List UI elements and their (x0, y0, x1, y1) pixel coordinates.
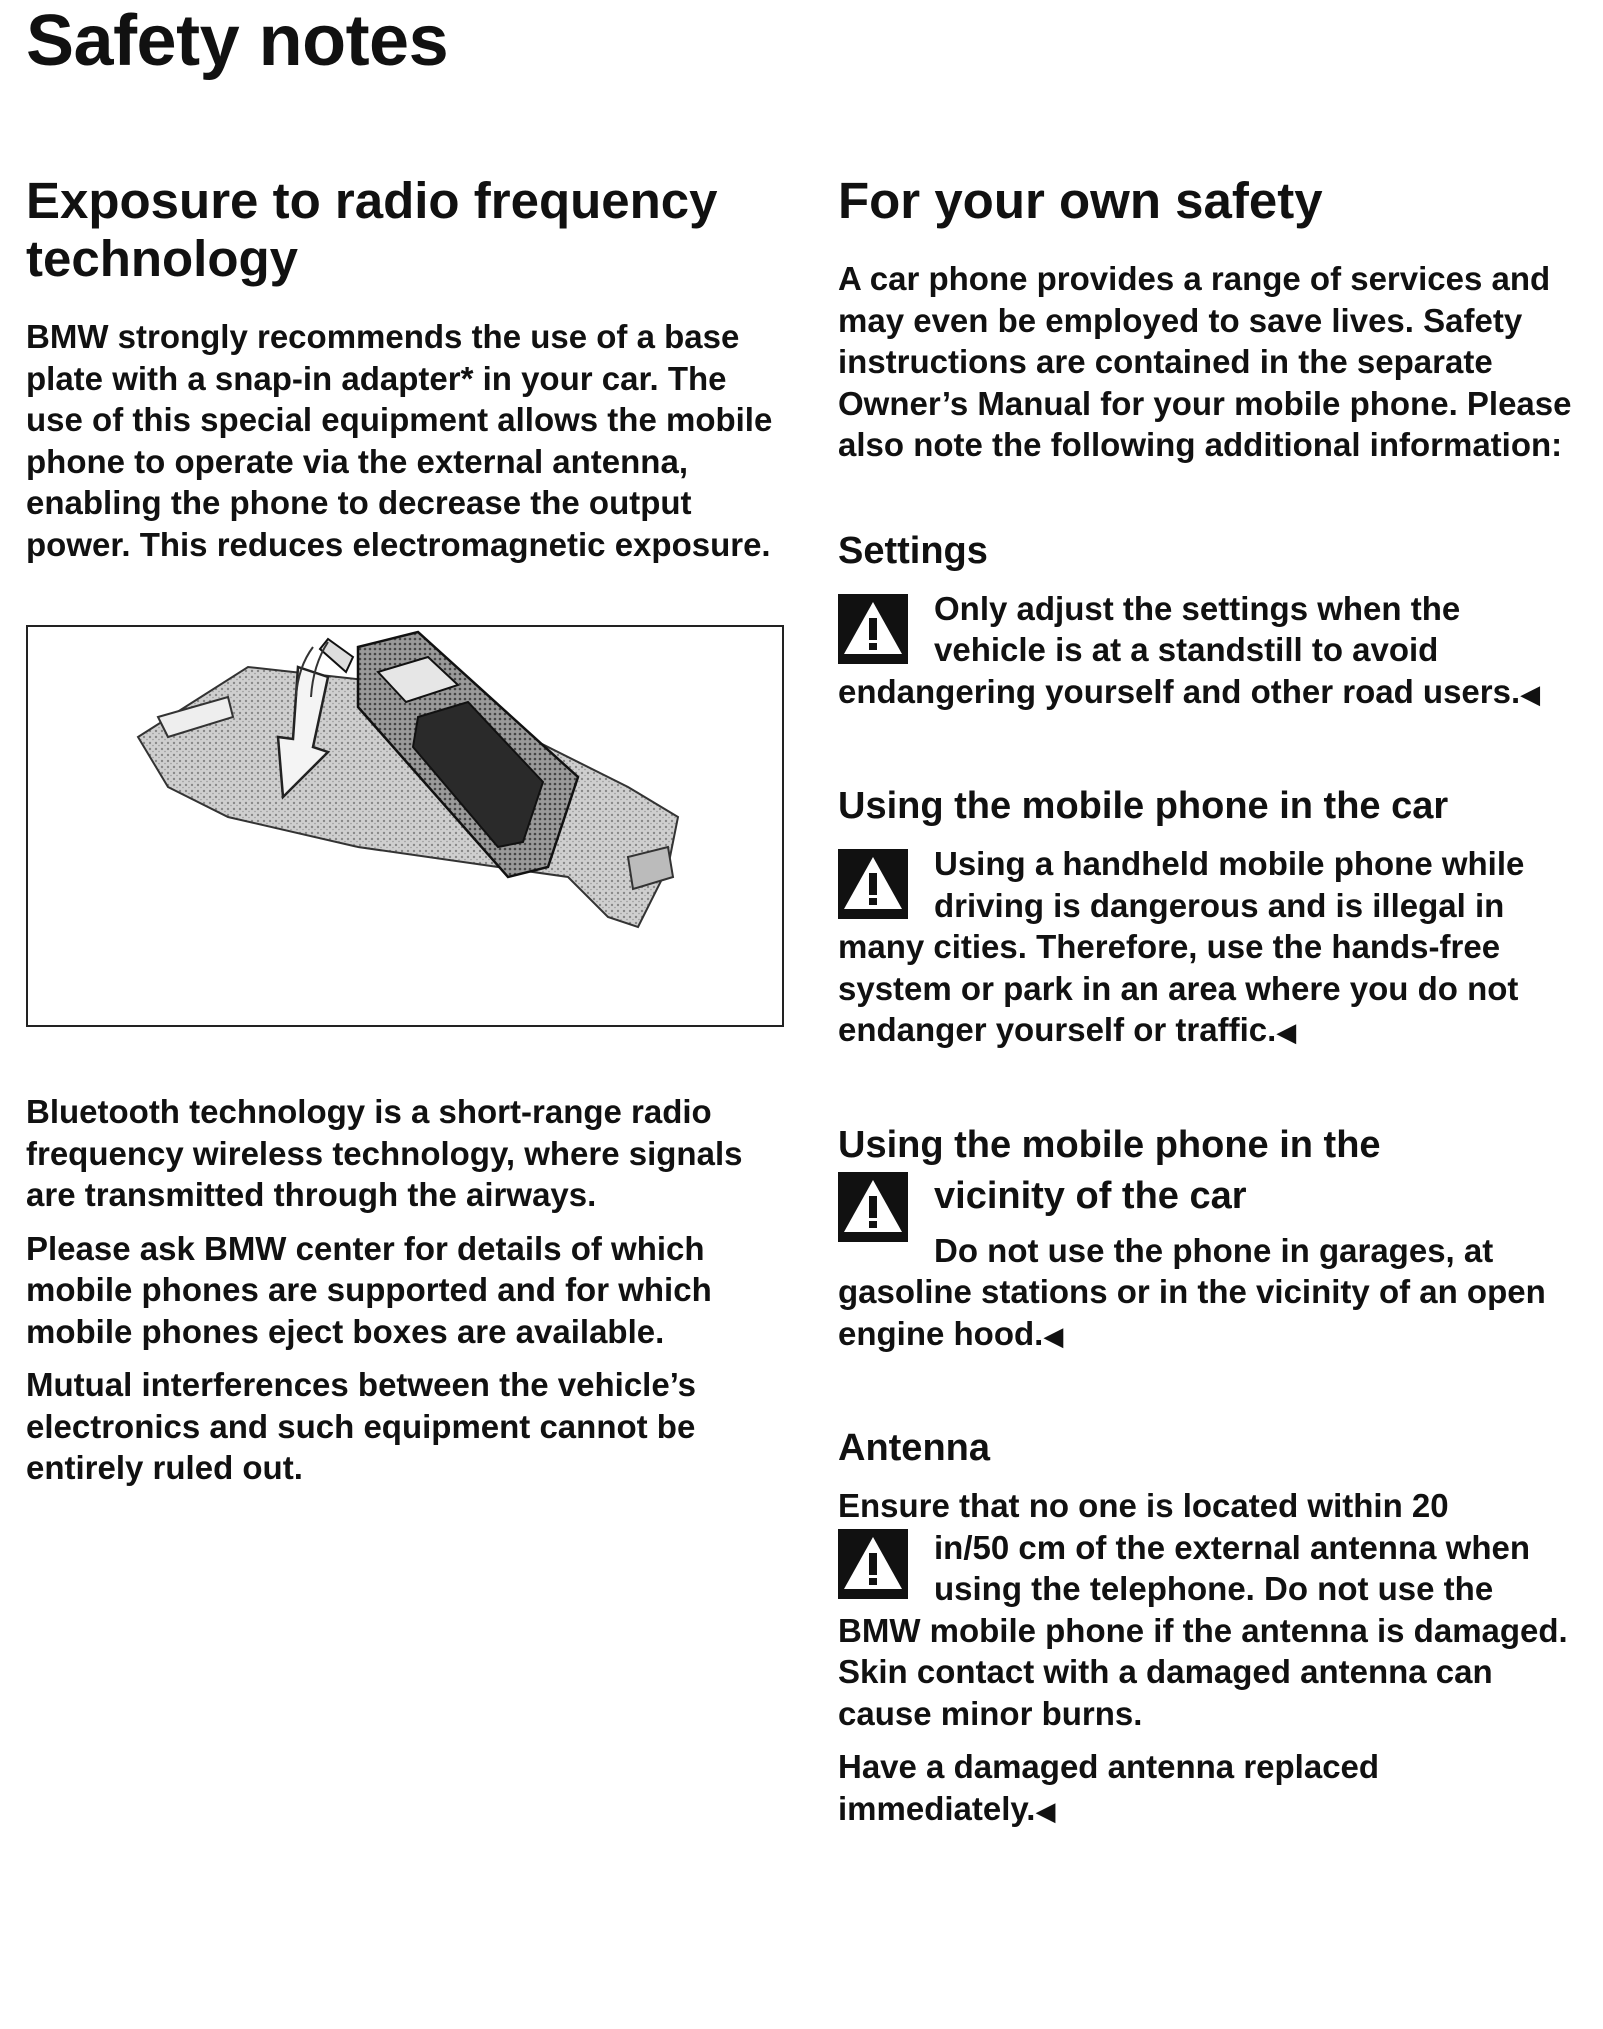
antenna-replace (838, 1746, 1578, 1832)
settings-warning-text: Only adjust the settings when the vehicle is at a standstill to avoid endangering yourself and other road users. (838, 589, 1521, 710)
vicinity-warning (838, 1174, 1578, 1358)
phone-in-base-plate-illustration (28, 627, 782, 1025)
warning-triangle-icon (838, 849, 908, 919)
bmw-center-paragraph: Please ask BMW center for details of which mobile phones are supported and for which mobile phones eject boxes are available. (26, 1229, 712, 1350)
settings-warning (838, 588, 1578, 716)
vicinity-title (838, 1124, 1578, 1166)
antenna-lead: Ensure that no one is located within 20 (838, 1487, 1449, 1524)
vicinity-title-line1: Using the mobile phone in the (838, 1123, 1381, 1166)
antenna-warning-text: in/50 cm of the external antenna when using the telephone. Do not use the BMW mobile phone if the antenna is damaged. Skin contact with a damaged antenna can cause minor burns. (838, 1528, 1568, 1732)
left-column (26, 172, 786, 1501)
page-title: Safety notes (26, 1, 449, 81)
vicinity-warning-text: Do not use the phone in garages, at gasoline stations or in the vicinity of an open engine hood. (838, 1231, 1546, 1352)
in-car-warning-text: Using a handheld mobile phone while driving is dangerous and is illegal in many cities. Therefore, use the hands-free system or park in an area where you do not endanger yourself or traffic. (838, 845, 1525, 1048)
section-heading-radio-frequency: Exposure to radio frequency technology (26, 172, 718, 287)
end-of-note-marker: ◀ (1276, 1017, 1297, 1047)
safety-intro-paragraph: A car phone provides a range of services and may even be employed to save lives. Safety instructions are contained in the separate Owner’s Manual for your mobile phone. Please also note the following additional information: (838, 260, 1572, 463)
interference-paragraph: Mutual interferences between the vehicle’s electronics and such equipment cannot be entirely ruled out. (26, 1366, 696, 1486)
warning-triangle-icon (838, 1172, 908, 1242)
bluetooth-paragraph: Bluetooth technology is a short-range radio frequency wireless technology, where signals are transmitted through the airways. (26, 1093, 743, 1213)
antenna-title: Antenna (838, 1427, 990, 1469)
warning-triangle-icon (838, 1529, 908, 1599)
warning-triangle-icon (838, 594, 908, 664)
settings-title: Settings (838, 529, 988, 572)
right-column (838, 172, 1578, 1832)
antenna-warning (838, 1527, 1578, 1735)
base-plate-figure (26, 625, 784, 1027)
end-of-note-marker: ◀ (1043, 1320, 1064, 1351)
in-car-warning (838, 843, 1578, 1054)
vicinity-title-line2: vicinity of the car (934, 1174, 1247, 1217)
intro-paragraph: BMW strongly recommends the use of a base plate with a snap-in adapter* in your car. The use of this special equipment allows the mobile phone to operate via the external antenna, enabling the phone to decrease the output power. This reduces electromagnetic exposure. (26, 318, 773, 563)
section-heading-own-safety: For your own safety (838, 172, 1323, 229)
in-car-title: Using the mobile phone in the car (838, 785, 1449, 827)
antenna-replace-text: Have a damaged antenna replaced immediately. (838, 1748, 1380, 1827)
end-of-note-marker: ◀ (1035, 1795, 1056, 1826)
end-of-note-marker: ◀ (1520, 678, 1541, 709)
